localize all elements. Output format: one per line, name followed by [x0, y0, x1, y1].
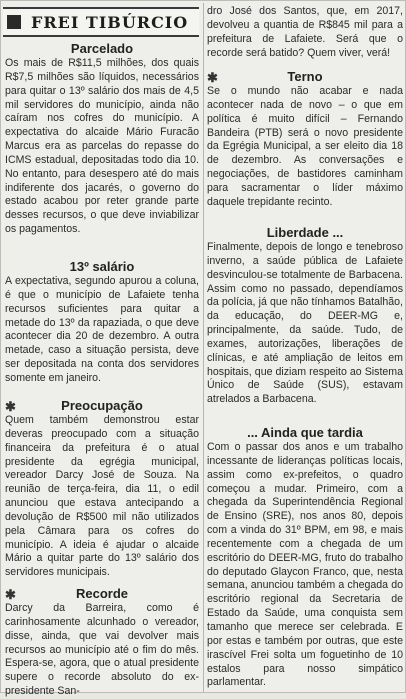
section-preocupacao	[5, 398, 199, 580]
section-body: Com o passar dos anos e um trabalho incessante de lideranças políticas locais, assim como ex-prefeitos, o quadro começou a mudar. Primeiro, com a chegada da Superintendência Regional de Ensino (SRE), nos anos 80, depois com a vinda do 31º BPM, em 98, e mais recentemente com a chegada de um escritório do DEER-MG, fruto do trabalho do deputado Glaycon Franco, que, nesta semana, anunciou também a chegada do escritório regional da Secretaria de Estado da Saúde, uma conquista sem tamanho que merece ser celebrada. E por estas e também por outras, que este irascível Frei solta um foguetinho de 10 estalos para nosso simpático parlamentar.	[207, 441, 403, 689]
section-heading: Terno	[287, 69, 323, 84]
section-ainda-que-tardia	[207, 425, 403, 691]
section-heading: Liberdade ...	[266, 225, 344, 240]
section-liberdade	[207, 225, 403, 421]
column-title: FREI TIBÚRCIO	[31, 13, 189, 32]
section-body: Darcy da Barreira, como é carinhosamente alcunhado o vereador, disse, ainda, que vai devolver mais recursos ao município até o fim do mês. Espera-se, agora, que o atual presidente supere o recorde absoluto do ex-presidente San-	[5, 602, 199, 698]
section-heading: ... Ainda que tardia	[247, 425, 363, 440]
section-recorde-continued	[207, 5, 403, 61]
section-terno	[207, 69, 403, 224]
masthead	[3, 7, 199, 37]
asterisk-icon: ✱	[5, 399, 16, 414]
section-body: dro José dos Santos, que, em 2017, devolveu a quantia de R$845 mil para a prefeitura de Lafaiete. Será que o recorde será batido? Quem viver, verá!	[207, 5, 403, 59]
section-body: A expectativa, segundo apurou a coluna, é que o município de Lafaiete tenha recursos suficientes para quitar a metade do 13º da rapaziada, o que deve acontecer dia 20 de dezembro. A outra metade, caso a situação persista, deve ser depositada na conta dos servidores somente em janeiro.	[5, 275, 199, 384]
section-13-salario	[5, 259, 199, 386]
column-divider	[203, 3, 204, 692]
section-body: Finalmente, depois de longo e tenebroso inverno, a saúde pública de Lafaiete desvinculou-se totalmente de Barbacena. Assim como no passado, dependíamos da polícia, já que não tínhamos Batalhão, da educação, do DEER-MG e, principalmente, da saúde. Tudo, de exames, autorizações, liberações de clínicas, e até ampliação de leitos em hospitais, que diziam respeito ao Sistema Único de Saúde (SUS), estavam atrelados a Barbacena.	[207, 241, 403, 406]
asterisk-icon: ✱	[207, 70, 218, 85]
asterisk-icon: ✱	[5, 587, 16, 602]
section-body: Os mais de R$11,5 milhões, dos quais R$7,5 milhões são líquidos, necessários para quitar o 13º salário dos mais de 4,5 mil servidores do município, ainda não caíram nos cofres do município. A expectativa do alcaide Mário Furacão Marcus era as parcelas do repasse do ICMS estadual, depositadas todo dia 10. No entanto, para desespero até do mais indiferente dos jacarés, o governo do estado acabou por reter grande parte desses recursos, o que deve inviabilizar os pagamentos.	[5, 57, 199, 236]
section-body: Quem também demonstrou estar deveras preocupado com a situação financeira da prefeitura é o atual presidente da egrégia municipal, vereador Darcy José de Souza. Na reunião de terça-feira, dia 11, o edil anunciou que estava antecipando a devolução de R$500 mil não utilizados pela Câmara para os cofres do município. A ideia é ajudar o alcaide Mário a quitar parte do 13º salário dos servidores municipais.	[5, 414, 199, 579]
section-parcelado	[5, 41, 199, 251]
section-heading: Parcelado	[70, 41, 134, 56]
section-recorde	[5, 586, 199, 698]
section-heading: Recorde	[75, 586, 129, 601]
section-heading: 13º salário	[69, 259, 135, 274]
section-heading: Preocupação	[61, 398, 143, 413]
masthead-square-icon	[7, 15, 21, 29]
section-body: Se o mundo não acabar e nada acontecer nada de novo – o que em política é muito difícil – Fernando Bandeira (PTB) será o novo presidente da Egrégia Municipal, a ser eleito dia 18 de dezembro. As conversações e negociações, de bastidores caminham para sacramentar o líder máximo daquele trepidante recinto.	[207, 85, 403, 208]
